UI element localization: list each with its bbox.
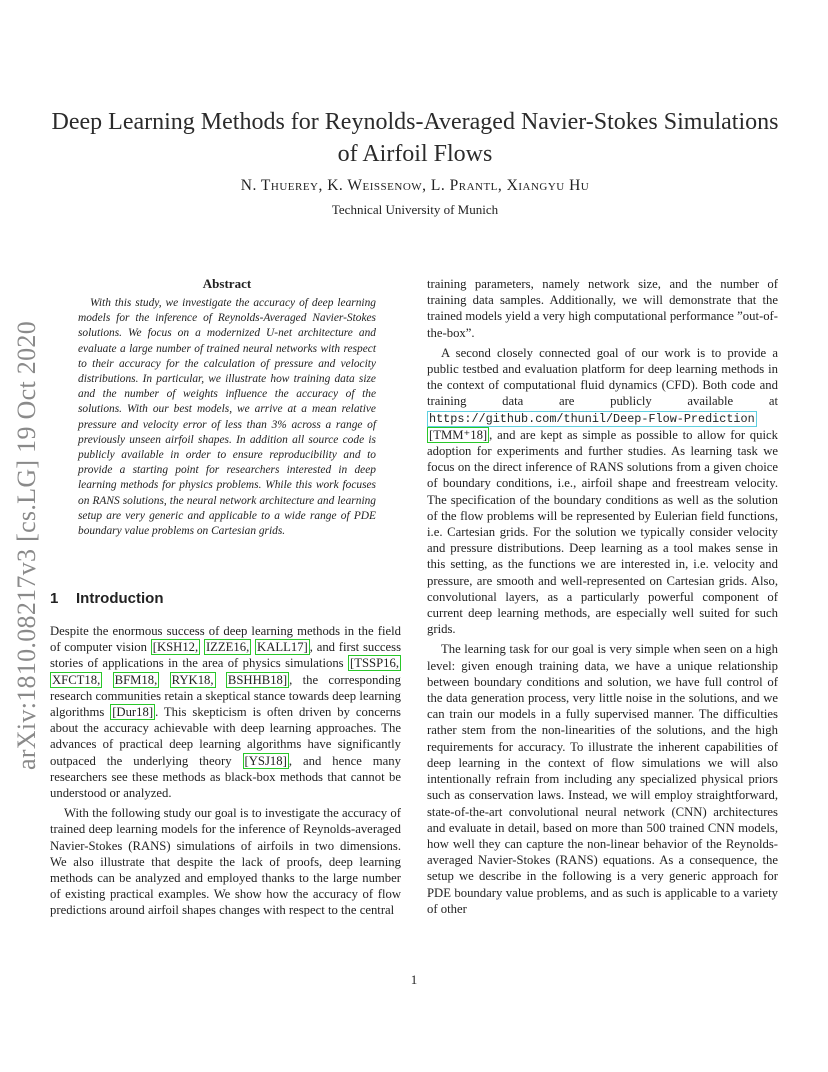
section-title: Introduction [76,590,164,607]
page-number: 1 [410,972,418,987]
citation-link[interactable]: BFM18, [114,672,158,687]
github-url-link[interactable]: https://github.com/thunil/Deep-Flow-Prediction [429,411,755,426]
left-column [50,623,401,919]
citation-link[interactable]: [Dur18] [112,705,154,720]
citation-link[interactable]: XFCT18, [52,672,101,687]
text-run: Despite the enormous success of deep learning methods in the field of computer vision [50,624,401,655]
citation-link[interactable]: RYK18, [171,672,214,687]
citation-link[interactable]: [TSSP16, [349,656,399,671]
intro-paragraph-1 [50,623,401,801]
citation-link[interactable]: KALL17] [257,640,308,655]
citation-link[interactable]: IZZE16, [205,640,250,655]
section-heading [50,590,163,607]
arxiv-identifier: arXiv:1810.08217v3 [cs.LG] 19 Oct 2020 [12,321,41,770]
author-list: N. Thuerey, K. Weissenow, L. Prantl, Xiangyu Hu [240,177,590,194]
text-run: , and first success stories of applications in the area of physics simulations [50,640,402,671]
text-run: A second closely connected goal of our work is to provide a public testbed and evaluation platform for deep learning methods in the context of computational fluid dynamics (CFD). Both code and training data are publicly available at [427,345,778,409]
affiliation: Technical University of Munich [331,202,499,217]
abstract-text: With this study, we investigate the accuracy of deep learning models for the inference of Reynolds-Averaged Navier-Stokes solutions. We focus on a modernized U-net architecture and evaluate a large number of trained neural networks with respect to their accuracy for the calculation of pressure and velocity distributions. In particular, we illustrate how training data size and the number of weights influence the accuracy of the solutions. With our best models, we arrive at a mean relative pressure and velocity error of less than 3% across a range of previously unseen airfoil shapes. In addition all source code is publicly available in order to ensure reproducibility and to provide a starting point for researchers interested in deep learning methods for physics problems. While this work focuses on RANS solutions, the neural network architecture and learning setup are very generic and applicable to a wide range of PDE boundary value problems on Cartesian grids. [78,297,376,538]
citation-link[interactable]: [TMM⁺18] [429,427,488,442]
citation-link[interactable]: [KSH12, [152,640,199,655]
text-run: . This skepticism is often driven by concerns about the accuracy achievable with deep learning approaches. The advances of practical deep learning algorithms have significantly outpaced the underlying theory [50,705,401,768]
right-paragraph-1: training parameters, namely network size, and the number of training data samples. Additionally, we will demonstrate that the trained models yield a very high computational performance ”out-of-the-box”. [427,277,778,340]
text-run: , and hence many researchers see these methods as black-box methods that cannot be understood or analyzed. [50,753,401,801]
right-paragraph-3: The learning task for our goal is very simple when seen on a high level: given enough training data, we have a unique relationship between boundary conditions and solution, we have full control of the data generation process, very little noise in the solutions, and we can train our models in a fully supervised manner. The difficulties rather stem from the non-linearities of the solutions, and the high requirements for accuracy. To illustrate the inherent capabilities of deep learning in the context of flow simulations we will also intentionally refrain from including any specialized physical priors such as conservation laws. Instead, we will employ straightforward, state-of-the-art convolutional neural network (CNN) architectures and evaluate in detail, based on more than 500 trained CNN models, how well they can capture the non-linear behavior of the Reynolds-averaged Navier-Stokes (RANS) equations. As a consequence, the setup we describe in the following is a very generic approach for PDE boundary value problems, and as such is applicable to a variety of other [427,642,778,916]
intro-paragraph-2: With the following study our goal is to investigate the accuracy of trained deep learning models for the inference of Reynolds-averaged Navier-Stokes (RANS) simulations of airfoils in two dimensions. We also illustrate that despite the lack of proofs, deep learning methods can be analyzed and employed thanks to the large number of existing practical examples. We show how the accuracy of flow predictions around airfoil shapes changes with respect to the central [50,806,401,918]
citation-link[interactable]: BSHHB18] [227,672,288,687]
citation-link[interactable]: [YSJ18] [244,753,287,768]
abstract-heading: Abstract [202,276,252,291]
right-column [427,276,778,917]
right-paragraph-2 [427,345,778,638]
section-number: 1 [50,590,59,607]
text-run: , and are kept as simple as possible to allow for quick adoption for experiments and further studies. As learning task we focus on the direct inference of RANS solutions from a given choice of boundary conditions, i.e., airfoil shape and freestream velocity. The specification of the boundary conditions as well as the solution of the flow problems will be represented by Eulerian field functions, i.e. Cartesian grids. For the solution we typically consider velocity and pressure distributions. Deep learning as a tool makes sense in this setting, as the functions we are interested in, i.e. velocity and pressure, are smooth and well-represented on Cartesian grids. Also, convolutional layers, as a particularly powerful component of current deep learning methods, are especially well suited for such grids. [427,427,778,637]
text-run: , the corresponding research communities retain a skeptical stance towards deep learning algorithms [50,672,402,720]
paper-title: Deep Learning Methods for Reynolds-Averaged Navier-Stokes Simulations of Airfoil Flows [51,109,779,167]
